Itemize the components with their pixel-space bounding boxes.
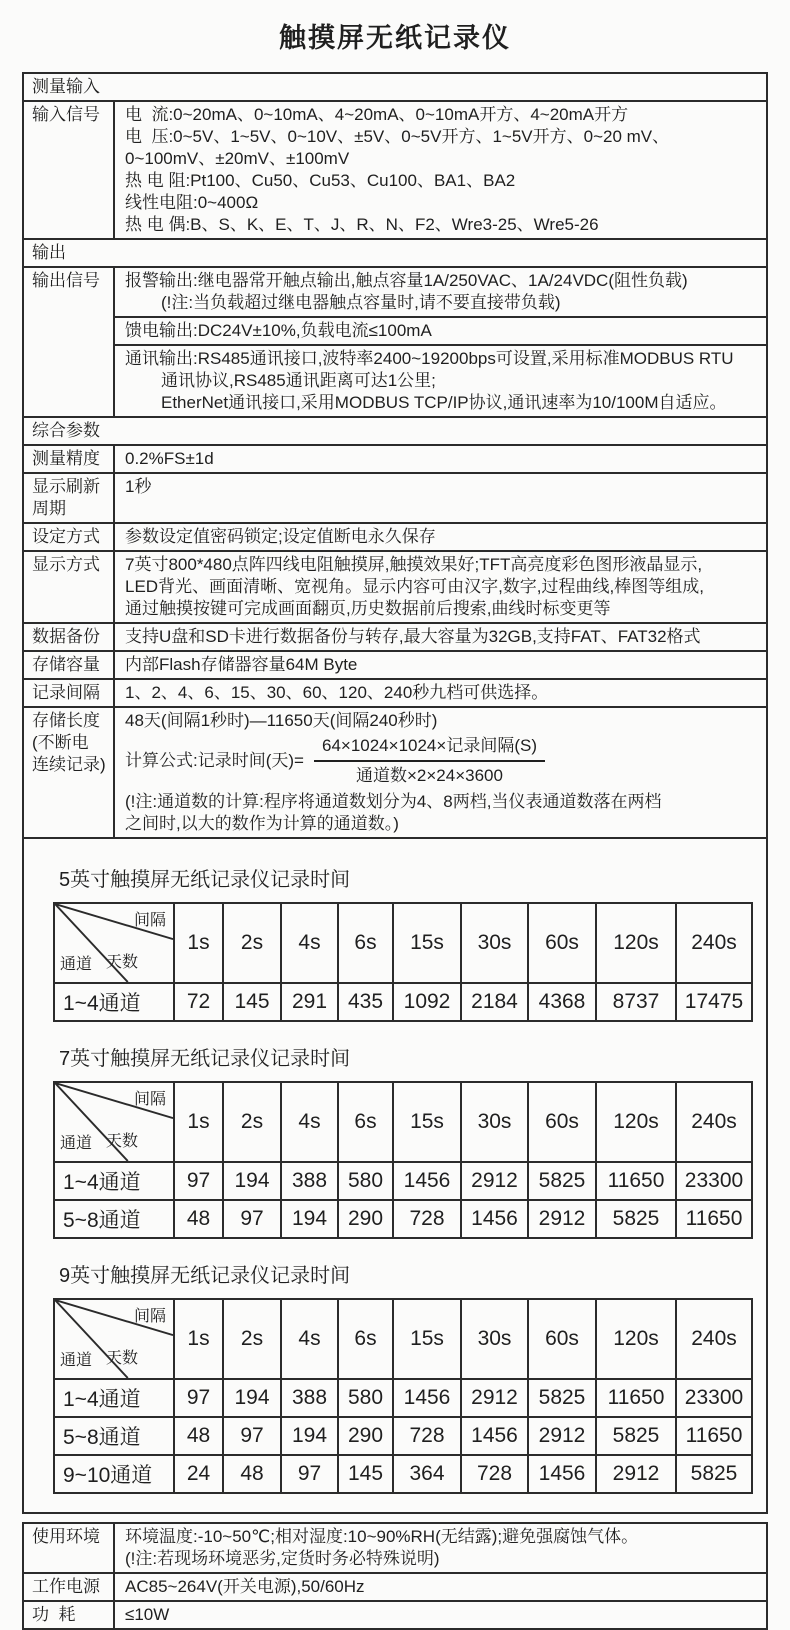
record-days-cell: 1456	[393, 1379, 461, 1417]
row-label-line: 输入信号	[32, 105, 100, 124]
corner-cell	[54, 1082, 174, 1162]
content-line: LED背光、画面清晰、宽视角。显示内容可由汉字,数字,过程曲线,棒图等组成,	[125, 577, 704, 596]
content-cell	[115, 1524, 766, 1572]
content-cell	[115, 1574, 766, 1600]
record-days-cell: 291	[281, 983, 338, 1021]
record-days-cell: 194	[281, 1200, 338, 1238]
record-days-cell: 388	[281, 1162, 338, 1200]
record-days-cell: 97	[174, 1162, 223, 1200]
corner-cell	[54, 903, 174, 983]
interval-header-cell: 60s	[528, 903, 596, 983]
record-days-cell: 97	[174, 1379, 223, 1417]
corner-label-interval: 间隔	[133, 1091, 166, 1108]
record-table-7inch-block	[53, 1040, 766, 1239]
content-line: 7英寸800*480点阵四线电阻触摸屏,触摸效果好;TFT高亮度彩色图形液晶显示,	[125, 555, 703, 574]
record-table-row	[54, 1162, 752, 1200]
row-label-line: 测量精度	[32, 449, 100, 468]
interval-header-cell: 6s	[338, 903, 393, 983]
row-content	[115, 552, 766, 622]
content-line: 支持U盘和SD卡进行数据备份与转存,最大容量为32GB,支持FAT、FAT32格式	[125, 627, 701, 646]
record-days-cell: 5825	[676, 1455, 752, 1493]
record-days-cell: 145	[223, 983, 281, 1021]
record-days-cell: 11650	[596, 1162, 676, 1200]
record-days-cell: 11650	[596, 1379, 676, 1417]
record-table-header-row	[54, 903, 752, 983]
content-cell	[115, 524, 766, 550]
record-days-cell: 24	[174, 1455, 223, 1493]
row-content	[115, 680, 766, 706]
record-days-cell: 4368	[528, 983, 596, 1021]
content-line: AC85~264V(开关电源),50/60Hz	[125, 1577, 365, 1596]
interval-header-cell: 1s	[174, 903, 223, 983]
record-days-cell: 194	[223, 1379, 281, 1417]
interval-header-cell: 60s	[528, 1082, 596, 1162]
content-line: 1、2、4、6、15、30、60、120、240秒九档可供选择。	[125, 683, 549, 702]
interval-header-cell: 1s	[174, 1299, 223, 1379]
record-days-cell: 290	[338, 1417, 393, 1455]
record-days-cell: 435	[338, 983, 393, 1021]
record-days-cell: 2912	[596, 1455, 676, 1493]
record-days-cell: 580	[338, 1162, 393, 1200]
content-line: 热 电 偶:B、S、K、E、T、J、R、N、F2、Wre3-25、Wre5-26	[125, 215, 599, 234]
record-days-cell: 728	[393, 1200, 461, 1238]
interval-header-cell: 2s	[223, 903, 281, 983]
record-days-cell: 72	[174, 983, 223, 1021]
spec-section-header: 测量输入	[32, 77, 100, 96]
corner-cell	[54, 1299, 174, 1379]
record-days-cell: 48	[223, 1455, 281, 1493]
record-table-row	[54, 1455, 752, 1493]
interval-header-cell: 15s	[393, 1082, 461, 1162]
row-label	[24, 624, 115, 650]
record-days-cell: 145	[338, 1455, 393, 1493]
row-label-line: 显示刷新	[32, 477, 100, 496]
spec-section-header: 综合参数	[24, 416, 766, 444]
row-content	[115, 1602, 766, 1628]
record-days-cell: 5825	[596, 1417, 676, 1455]
spec-row-storage-length	[24, 706, 766, 837]
formula-denominator: 通道数×2×24×3600	[356, 766, 503, 785]
record-days-cell: 48	[174, 1417, 223, 1455]
record-days-cell: 1456	[393, 1162, 461, 1200]
row-label-line: 使用环境	[32, 1527, 100, 1546]
interval-header-cell: 2s	[223, 1299, 281, 1379]
content-line: 馈电输出:DC24V±10%,负载电流≤100mA	[125, 321, 432, 340]
row-label	[24, 268, 115, 416]
content-cell	[115, 624, 766, 650]
interval-header-cell: 120s	[596, 1082, 676, 1162]
interval-header-cell: 60s	[528, 1299, 596, 1379]
interval-header-cell: 240s	[676, 903, 752, 983]
interval-header-cell: 30s	[461, 1082, 528, 1162]
row-label-line: 显示方式	[32, 555, 100, 574]
row-label	[24, 680, 115, 706]
row-content	[115, 268, 766, 416]
row-label-line: 工作电源	[32, 1577, 100, 1596]
env-row	[24, 1572, 766, 1600]
content-line: EtherNet通讯接口,采用MODBUS TCP/IP协议,通讯速率为10/100M自适应。	[161, 393, 727, 412]
record-days-cell: 388	[281, 1379, 338, 1417]
spec-table	[22, 72, 768, 1514]
record-days-cell: 1456	[528, 1455, 596, 1493]
channel-range-cell: 5~8通道	[54, 1417, 174, 1455]
record-table-header-row	[54, 1082, 752, 1162]
row-label-line: 设定方式	[32, 527, 100, 546]
content-line: 内部Flash存储器容量64M Byte	[125, 655, 358, 674]
interval-header-cell: 240s	[676, 1082, 752, 1162]
record-table-9inch-title: 9英寸触摸屏无纸记录仪记录时间	[59, 1265, 351, 1287]
content-cell	[115, 552, 766, 622]
row-content	[115, 524, 766, 550]
interval-header-cell: 15s	[393, 903, 461, 983]
content-cell	[115, 316, 766, 344]
record-table-row	[54, 1379, 752, 1417]
row-label-line: 输出信号	[32, 271, 100, 290]
record-table-5inch	[53, 902, 753, 1022]
record-days-cell: 194	[281, 1417, 338, 1455]
spec-row	[24, 522, 766, 550]
record-table-5inch-title: 5英寸触摸屏无纸记录仪记录时间	[59, 869, 351, 891]
record-table-row	[54, 1200, 752, 1238]
record-time-formula	[125, 732, 760, 791]
interval-header-cell: 120s	[596, 903, 676, 983]
interval-header-cell: 15s	[393, 1299, 461, 1379]
row-label-line: 周期	[32, 499, 66, 518]
row-content	[115, 624, 766, 650]
formula-label: 计算公式:记录时间(天)=	[125, 751, 304, 770]
record-days-cell: 23300	[676, 1162, 752, 1200]
content-cell	[115, 680, 766, 706]
record-table-row	[54, 1417, 752, 1455]
record-days-cell: 194	[223, 1162, 281, 1200]
record-table-5inch-block	[53, 861, 766, 1022]
content-line: 电 流:0~20mA、0~10mA、4~20mA、0~10mA开方、4~20mA开方	[125, 105, 629, 124]
row-label	[24, 1524, 115, 1572]
record-days-cell: 17475	[676, 983, 752, 1021]
record-days-cell: 2912	[528, 1200, 596, 1238]
row-label-line: 数据备份	[32, 627, 100, 646]
record-days-cell: 97	[223, 1200, 281, 1238]
row-label	[24, 474, 115, 522]
row-label-line: 连续记录)	[32, 755, 106, 774]
record-days-cell: 23300	[676, 1379, 752, 1417]
spec-row	[24, 622, 766, 650]
row-label	[24, 1602, 115, 1628]
channel-range-cell: 5~8通道	[54, 1200, 174, 1238]
record-days-cell: 364	[393, 1455, 461, 1493]
row-label	[24, 446, 115, 472]
content-line: 报警输出:继电器常开触点输出,触点容量1A/250VAC、1A/24VDC(阻性负载)	[125, 271, 688, 290]
channel-range-cell: 1~4通道	[54, 1379, 174, 1417]
row-content	[115, 446, 766, 472]
spec-row	[24, 266, 766, 416]
interval-header-cell: 6s	[338, 1082, 393, 1162]
spec-row	[24, 444, 766, 472]
env-row	[24, 1600, 766, 1628]
row-label-line: 存储容量	[32, 655, 100, 674]
record-table-9inch	[53, 1298, 753, 1494]
content-line: 0~100mV、±20mV、±100mV	[125, 149, 350, 168]
row-content	[115, 1574, 766, 1600]
record-days-cell: 2912	[461, 1379, 528, 1417]
record-table-7inch-title: 7英寸触摸屏无纸记录仪记录时间	[59, 1048, 351, 1070]
channel-range-cell: 9~10通道	[54, 1455, 174, 1493]
row-label-line: 功 耗	[32, 1605, 76, 1624]
record-tables-area	[24, 837, 766, 1512]
formula-numerator: 64×1024×1024×记录间隔(S)	[314, 735, 545, 762]
record-table-header-row	[54, 1299, 752, 1379]
content-line: 通讯协议,RS485通讯距离可达1公里;	[161, 371, 436, 390]
corner-label-channels: 通道	[60, 1135, 93, 1152]
spec-row	[24, 100, 766, 238]
corner-label-interval: 间隔	[133, 912, 166, 929]
interval-header-cell: 4s	[281, 1082, 338, 1162]
corner-label-channels: 通道	[60, 1352, 93, 1369]
channel-range-cell: 1~4通道	[54, 983, 174, 1021]
row-label-line: 记录间隔	[32, 683, 100, 702]
content-cell	[115, 446, 766, 472]
content-line: 通讯输出:RS485通讯接口,波特率2400~19200bps可设置,采用标准MODBUS RTU	[125, 349, 734, 368]
row-label-line: 存储长度	[32, 711, 100, 730]
record-table-7inch	[53, 1081, 753, 1239]
record-days-cell: 48	[174, 1200, 223, 1238]
interval-header-cell: 1s	[174, 1082, 223, 1162]
content-cell	[115, 344, 766, 416]
record-days-cell: 290	[338, 1200, 393, 1238]
content-cell	[115, 268, 766, 316]
record-days-cell: 2912	[528, 1417, 596, 1455]
record-days-cell: 1456	[461, 1200, 528, 1238]
record-days-cell: 580	[338, 1379, 393, 1417]
page-title: 触摸屏无纸记录仪	[279, 23, 511, 53]
record-days-cell: 1092	[393, 983, 461, 1021]
row-content	[115, 652, 766, 678]
corner-label-days: 天数	[106, 1133, 139, 1150]
spec-section-header: 输出	[24, 238, 766, 266]
corner-label-days: 天数	[106, 1350, 139, 1367]
record-days-cell: 97	[223, 1417, 281, 1455]
content-line: ≤10W	[125, 1605, 170, 1624]
content-line: 1秒	[125, 477, 152, 496]
record-days-cell: 5825	[596, 1200, 676, 1238]
storage-note-line: (!注:通道数的计算:程序将通道数划分为4、8两档,当仪表通道数落在两档	[125, 792, 662, 811]
record-days-cell: 728	[461, 1455, 528, 1493]
row-label	[24, 552, 115, 622]
content-line: 线性电阻:0~400Ω	[125, 193, 259, 212]
spec-row	[24, 678, 766, 706]
env-row	[24, 1524, 766, 1572]
row-content	[115, 1524, 766, 1572]
content-cell	[115, 1602, 766, 1628]
record-days-cell: 97	[281, 1455, 338, 1493]
storage-length-cell	[115, 708, 766, 837]
interval-header-cell: 4s	[281, 1299, 338, 1379]
record-table-row	[54, 983, 752, 1021]
content-line: 电 压:0~5V、1~5V、0~10V、±5V、0~5V开方、1~5V开方、0~20 mV、	[125, 127, 670, 146]
record-days-cell: 5825	[528, 1379, 596, 1417]
content-line: 环境温度:-10~50℃;相对湿度:10~90%RH(无结露);避免强腐蚀气体。	[125, 1527, 639, 1546]
corner-label-channels: 通道	[60, 956, 93, 973]
row-label	[24, 708, 115, 837]
record-days-cell: 11650	[676, 1200, 752, 1238]
record-days-cell: 11650	[676, 1417, 752, 1455]
record-days-cell: 2184	[461, 983, 528, 1021]
row-content	[115, 102, 766, 238]
content-line: 热 电 阻:Pt100、Cu50、Cu53、Cu100、BA1、BA2	[125, 171, 516, 190]
env-table	[22, 1522, 768, 1630]
row-label	[24, 102, 115, 238]
record-days-cell: 728	[393, 1417, 461, 1455]
storage-range-line: 48天(间隔1秒时)—11650天(间隔240秒时)	[125, 711, 438, 730]
spec-row	[24, 650, 766, 678]
record-table-9inch-block	[53, 1257, 766, 1494]
record-days-cell: 8737	[596, 983, 676, 1021]
content-cell	[115, 474, 766, 522]
corner-label-days: 天数	[106, 954, 139, 971]
interval-header-cell: 2s	[223, 1082, 281, 1162]
spec-row	[24, 550, 766, 622]
interval-header-cell: 30s	[461, 903, 528, 983]
row-content	[115, 474, 766, 522]
row-content	[115, 708, 766, 837]
content-cell	[115, 652, 766, 678]
record-days-cell: 2912	[461, 1162, 528, 1200]
record-days-cell: 5825	[528, 1162, 596, 1200]
interval-header-cell: 30s	[461, 1299, 528, 1379]
channel-range-cell: 1~4通道	[54, 1162, 174, 1200]
record-days-cell: 1456	[461, 1417, 528, 1455]
storage-note-line: 之间时,以大的数作为计算的通道数。)	[125, 814, 399, 833]
content-line: 0.2%FS±1d	[125, 449, 214, 468]
spec-row	[24, 472, 766, 522]
interval-header-cell: 4s	[281, 903, 338, 983]
content-line: (!注:若现场环境恶劣,定货时务必特殊说明)	[125, 1549, 440, 1568]
row-label	[24, 652, 115, 678]
interval-header-cell: 6s	[338, 1299, 393, 1379]
interval-header-cell: 120s	[596, 1299, 676, 1379]
content-line: 参数设定值密码锁定;设定值断电永久保存	[125, 527, 436, 546]
corner-label-interval: 间隔	[133, 1308, 166, 1325]
row-label	[24, 524, 115, 550]
interval-header-cell: 240s	[676, 1299, 752, 1379]
formula-fraction	[314, 735, 545, 787]
content-cell	[115, 102, 766, 238]
row-label-line: (不断电	[32, 733, 89, 752]
row-label	[24, 1574, 115, 1600]
content-line: 通过触摸按键可完成画面翻页,历史数据前后搜索,曲线时标变更等	[125, 599, 611, 618]
content-line: (!注:当负载超过继电器触点容量时,请不要直接带负载)	[161, 293, 561, 312]
